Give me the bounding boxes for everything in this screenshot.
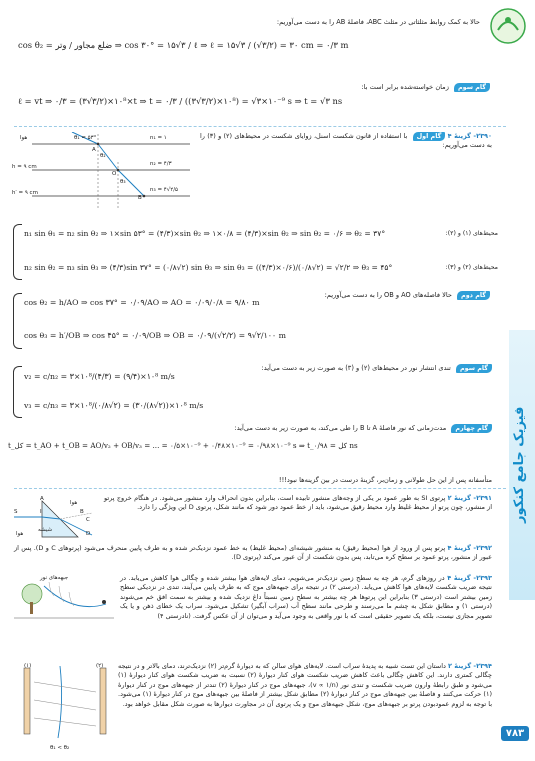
q2394-body: داستان این تست شبیه به پدیدهٔ سراب است. لایه‌های هوای سالن که به دیوارهٔ گرم‌تر (۲) نزدیک‌ترند، دمای بالاتر و در نتیجه چگالی کمتری دارند. این کاهش چگالی باعث کاهش ضریب شکست هوای کنار دیوارهٔ (۲) نسبت به ضریب شکست هوای کنار دیوارهٔ (۱) می‌شود و طبق رابطهٔ وارون ضریب شکست و تندی نور (v ∝ ۱/n)، جبهه‌های موج در کنار دیوارهٔ (۲) تندتر از جبهه‌های موج در کنار دیوارهٔ (۱) حرکت می‌کنند و فاصلهٔ بین جبهه‌های موج در کنار دیوارهٔ (۲) مطابق شکل بیشتر از فاصلهٔ بین جبهه‌های موج در کنار دیوارهٔ (۱) می‌شود. با توجه به لزوم عمودبودن پرتو بر جبهه‌های موج، شکل جبهه‌های موج و یک پرتوی آن در مجاورت دیوارها به صورت شکل مقابل خواهد بود. [118,662,492,708]
snell-equation-2: n₂ sin θ₂ = n₃ sin θ₃ ⇒ (۴/۳)sin ۳۷° = (۰/۸√۲) sin θ₃ ⇒ sin θ₃ = ((۴/۳)×۰/۶)/(۰/۸√۲) = √۲/۲ ⇒ θ₃ = ۴۵° [24,263,393,272]
divider [14,488,506,489]
label-n1: n₁ = ۱ [150,135,167,141]
intro-line: حالا به کمک روابط مثلثاتی در مثلث ABC، فاصلهٔ AB را به دست می‌آوریم: [276,18,480,26]
step3-text: زمان خواسته‌شده برابر است با: [361,83,449,91]
speed-v3: v₃ = c/n₃ = ۳×۱۰⁸/(۰/۸√۲) = (۳۰/(۸√۲))×۱۰⁸ m/s [24,401,204,410]
publisher-logo [488,6,528,46]
label-point-b: B [138,195,142,201]
q2394-number: ۲۳۹۴- گزینهٔ ۲ [448,662,492,670]
distance-ob: cos θ₃ = h′/OB ⇒ cos ۴۵° = ۰/۰۹/OB ⇒ OB = ۰/۰۹/(√۲/۲) = ۹√۲/۱۰۰ m [24,331,286,340]
snell-label-2: محیط‌های (۲) و (۳): [445,264,498,271]
q2391-number: ۲۳۹۱- گزینهٔ ۲ [447,494,492,502]
label-n3: n₃ = ۴√۲/۵ [150,187,179,193]
prism-label-s: S [14,509,18,515]
q2390-body: با استفاده از قانون شکست اسنل، زوایای شکست در محیط‌های (۲) و (۳) را به دست می‌آوریم: [200,132,492,150]
q2392-text [14,544,492,563]
step2-heading [300,291,490,300]
q2392-number: ۲۳۹۲- گزینهٔ ۴ [447,544,492,552]
q2393-body: در روزهای گرم، هر چه به سطح زمین نزدیک‌تر می‌شویم، دمای لایه‌های هوا بیشتر شده و چگالی هوا کاهش می‌یابد. در نتیجه ضریب شکست لایه‌های هوا کاهش می‌یابد. (درستی ۲) در نتیجه برای جبهه‌های موج که به طرف پایین می‌آیند، تندی در نزدیکی سطح زمین بیشتر است (درستی ۳) بنابراین این پرتوها هر چه بیشتر به سطح زمین نسبتاً داغ نزدیک شده و بیشتر به سمت افق خم می‌شوند (درستی ۱) و مطابق شکل به چشم ما می‌رسند و طرحی مانند سطح آب (سراب آبگیر) تشکیل می‌شود. سراب یک خطای ذهن و یا یک تصویر مجازی نیست، بلکه یک تصویر حقیقی است که با نور واقعی به وجود می‌آید و می‌توان از آن عکس گرفت. (نادرستی ۴) [120,574,492,620]
equation-time: ℓ = vt ⇒ ۰/۳ = (۳√۳/۲)×۱۰⁸×t ⇒ t = ۰/۳ / ((۳√۳/۲)×۱۰⁸) = √۳×۱۰⁻⁹ s ⇒ t = √۳ ns [18,96,343,106]
step3-badge: گام سوم [454,83,490,92]
label-n2: n₂ = ۴/۳ [150,161,172,167]
q2392-body: پرتو پس از ورود از هوا (محیط رقیق) به منشور شیشه‌ای (محیط غلیظ) به خط عمود نزدیک‌تر شده و به طرف پایین منحرف می‌شود (پرتوهای C و D). پس از عبور از منشور، پرتو عمود بر سطح کره می‌تابد، پس بدون شکست از آن عبور می‌کند (پرتوی D). [14,544,492,562]
q2391-text [104,494,492,513]
prism-diagram [12,495,96,543]
label-point-o: O [112,171,117,177]
label-h: h = ۹ cm [12,164,37,170]
speed-brace [13,366,22,418]
q2394-text [118,662,492,709]
prism-label-d: D [86,531,91,537]
prism-label-air-2: هوا [70,500,78,506]
q2390-number: ۲۳۹۰- گزینهٔ ۴ [447,132,492,140]
snell-brace [13,224,22,280]
step2-text: حالا فاصله‌های AO و OB را به دست می‌آوریم: [324,291,452,299]
wall-label-2: (۲) [96,663,104,669]
speed-v2: v₂ = c/n₂ = ۳×۱۰⁸/(۴/۳) = (۹/۴)×۱۰⁸ m/s [24,372,175,381]
step3b-text: تندی انتشار نور در محیط‌های (۲) و (۳) به صورت زیر به دست می‌آید: [261,364,451,372]
label-h-prime: h′ = ۹ cm [12,190,38,196]
total-time-equation: t_کل = t_AO + t_OB = AO/v₂ + OB/v₃ = ... = ۰/۵×۱۰⁻⁹ + ۰/۴۸×۱۰⁻⁹ = ۰/۹۸×۱۰⁻⁹ s ⇒ t_کل = ۰/۹۸ ns [8,441,358,450]
step1-badge: گام اول [413,132,446,141]
label-theta1: θ₁ = ۵۳° [74,135,97,141]
snell-label-1: محیط‌های (۱) و (۲): [445,230,498,237]
label-air: هوا [20,135,28,141]
q2393-text [120,574,492,621]
q2390-text [200,132,492,151]
step3-heading [260,83,490,92]
wall-diagram [20,662,110,744]
step4-text: مدت‌زمانی که نور فاصلهٔ A تا B را طی می‌کند، به صورت زیر به دست می‌آید: [234,424,447,432]
step4-badge: گام چهارم [451,424,492,433]
label-point-a: A [92,147,96,153]
q2391-body: پرتوی SI به طور عمود بر یکی از وجه‌های منشور تابیده است، بنابراین بدون انحراف وارد منشور می‌شود. در هنگام خروج پرتو از منشور، چون پرتو از محیط غلیظ وارد محیط رقیق می‌شود، باید از خط عمود دور شود که مانند شکل، پرتوی D این ویژگی را دارد. [104,494,492,512]
label-theta3: θ₃ [120,179,126,185]
page-number: ۷۸۳ [501,726,529,741]
label-theta2: θ₂ [100,153,106,159]
step4-heading [180,424,492,433]
distance-ao: cos θ₂ = h/AO ⇒ cos ۳۷° = ۰/۰۹/AO ⇒ AO = ۰/۰۹/۰/۸ = ۹/۸۰ m [24,298,260,307]
distance-brace [13,293,22,349]
divider [14,126,506,127]
snell-equation-1: n₁ sin θ₁ = n₂ sin θ₂ ⇒ ۱×sin ۵۳° = (۴/۳)×sin θ₂ ⇒ ۱×۰/۸ = (۴/۳)×sin θ₂ ⇒ sin θ₂ = ۰/۶ ⇒ θ₂ = ۳۷° [24,229,386,238]
book-title: فیزیک جامع کنکور [512,406,527,524]
q2393-number: ۲۳۹۳- گزینهٔ ۴ [447,574,492,582]
prism-label-glass: شیشه [38,527,53,533]
prism-label-i: I [40,509,42,515]
prism-label-a: A [40,496,44,502]
refraction-diagram [12,132,192,210]
equation-cos-theta2: cos θ₂ = ضلع مجاور / وتر ⇒ cos ۳۰° = ۱۵√۳ / ℓ ⇒ ℓ = ۱۵√۳ / (√۳/۲) = ۳۰ cm = ۰/۳ m [18,40,349,50]
step3b-badge: گام سوم [456,364,492,373]
prism-label-air-1: هوا [16,531,24,537]
prism-label-c: C [86,517,90,523]
step2-badge: گام دوم [457,291,490,300]
wall-label-1: (۱) [24,663,32,669]
mirage-label: جبهه‌های نور [40,575,69,581]
note-line: متأسفانه پس از این حل طولانی و زمان‌بر، گزینهٔ درست در بین گزینه‌ها نبود!!! [278,476,492,484]
wall-condition: θ₁ < θ₂ [50,745,70,751]
prism-label-b: B [80,509,84,515]
